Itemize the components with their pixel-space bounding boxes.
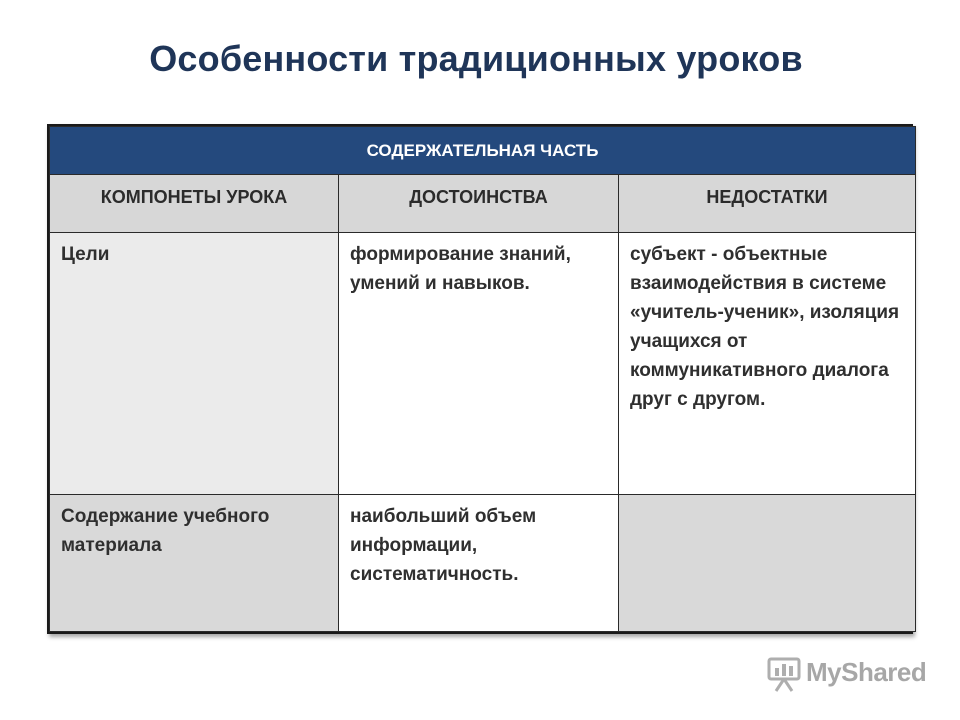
banner-row <box>50 127 916 175</box>
table-cell-component <box>50 233 339 495</box>
cell-text: субъект - объектные взаимодействия в системе «учитель-ученик», изоляция учащихся от коммуникативного диалога друг с другом. <box>630 244 900 410</box>
presentation-board-icon <box>766 655 802 693</box>
column-header-disadvantages: НЕДОСТАТКИ <box>619 175 916 233</box>
page-title: Особенности традиционных уроков <box>149 38 803 79</box>
table-cell-advantages <box>339 495 619 632</box>
table-cell-disadvantages <box>619 233 916 495</box>
table-row <box>50 495 916 632</box>
table-row <box>50 233 916 495</box>
cell-text: формирование знаний, умений и навыков. <box>350 244 571 294</box>
table-cell-disadvantages <box>619 495 916 632</box>
cell-text <box>620 496 914 502</box>
watermark <box>766 655 936 695</box>
table-cell-component <box>50 495 339 632</box>
cell-text: Содержание учебного материала <box>61 506 270 556</box>
column-header-components: КОМПОНЕТЫ УРОКА <box>50 175 339 233</box>
cell-text: Цели <box>61 244 110 265</box>
table-cell-advantages <box>339 233 619 495</box>
watermark-text: MyShared <box>806 657 927 687</box>
table <box>49 126 916 632</box>
column-header-advantages: ДОСТОИНСТВА <box>339 175 619 233</box>
cell-text: наибольший объем информации, систематичность. <box>350 506 537 585</box>
table-banner: СОДЕРЖАТЕЛЬНАЯ ЧАСТЬ <box>50 127 916 175</box>
lesson-features-table <box>47 124 913 634</box>
header-row <box>50 175 916 233</box>
